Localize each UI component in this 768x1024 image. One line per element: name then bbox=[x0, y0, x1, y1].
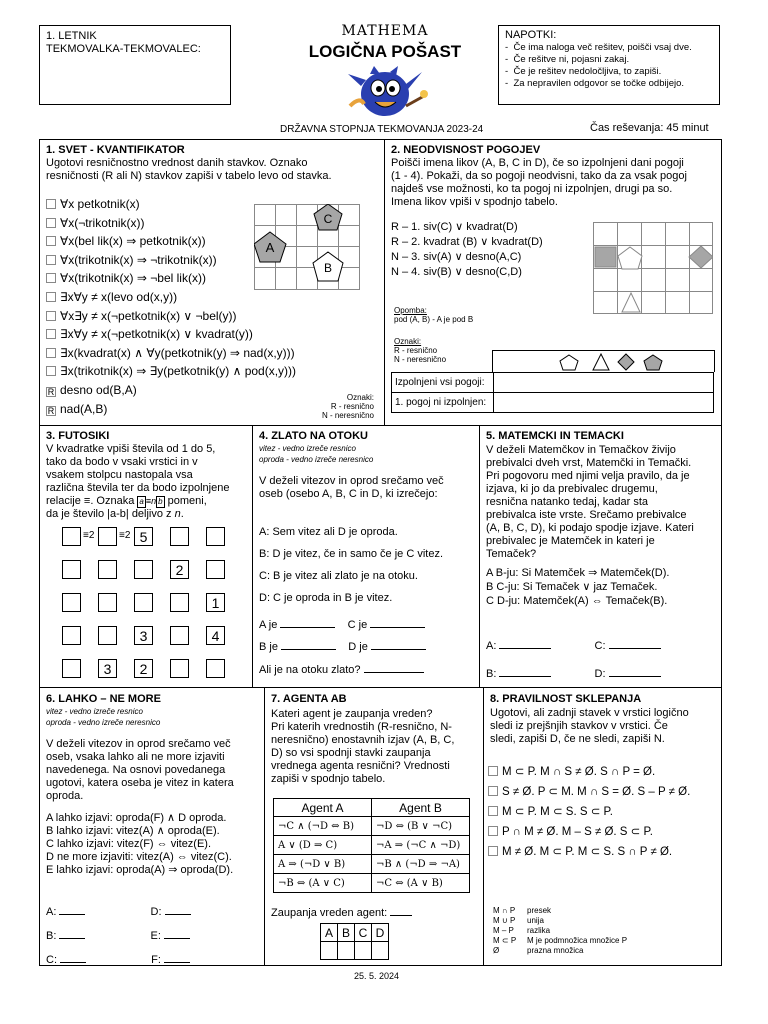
p6-intro: navedenega. Na osnovi povedanega bbox=[46, 764, 226, 776]
p8-intro: sledi, zapiši D, če ne sledi, zapiši N. bbox=[490, 733, 665, 745]
p2-answer-cell[interactable] bbox=[494, 373, 714, 393]
agent-a-statement: A ∨ (D ⇒ C) bbox=[274, 836, 372, 855]
p6-sub1: vitez - vedno izreče resnico bbox=[46, 707, 143, 716]
p8-row: M ⊂ P. M ∩ S ≠ Ø. S ∩ P = Ø. bbox=[488, 762, 690, 782]
p4-d-label: D je bbox=[348, 641, 368, 653]
answer-box[interactable]: R bbox=[47, 386, 55, 397]
p2-world bbox=[593, 222, 713, 314]
answer-box[interactable] bbox=[46, 255, 56, 265]
p6-statement: D ne more izjaviti: vitez(A) ⇔ vitez(C). bbox=[46, 851, 232, 863]
abcd-header: B bbox=[338, 924, 355, 942]
p8-title: 8. PRAVILNOST SKLEPANJA bbox=[490, 693, 642, 705]
futoshiki-cell[interactable] bbox=[62, 527, 81, 546]
divider bbox=[252, 425, 253, 687]
p5-statement: C D-ju: Matemček(A) ⇔ Temaček(B). bbox=[486, 595, 668, 607]
answer-box[interactable]: R bbox=[47, 405, 55, 416]
abcd-header: A bbox=[321, 924, 338, 942]
white-pentagon-icon bbox=[560, 355, 578, 370]
p2-oznaki-r: R - resnično bbox=[394, 346, 438, 355]
instructions-box bbox=[498, 25, 720, 105]
p4-statement: B: D je vitez, če in samo če je C vitez. bbox=[259, 548, 444, 560]
p2-answer-cell[interactable] bbox=[494, 393, 714, 413]
white-triangle bbox=[622, 293, 640, 312]
p6-intro: oseb, vsaka lahko ali ne more izjaviti bbox=[46, 751, 225, 763]
p2-shape-header bbox=[492, 350, 715, 372]
p4-question: Ali je na otoku zlato? bbox=[259, 664, 361, 676]
p6-statement: B lahko izjavi: vitez(A) ∧ oproda(E). bbox=[46, 825, 220, 837]
futoshiki-cell[interactable] bbox=[62, 593, 81, 612]
svg-text:C: C bbox=[323, 212, 333, 226]
p1-intro: Ugotovi resničnostno vrednost danih stavkov. Oznako bbox=[46, 157, 308, 169]
answer-box[interactable] bbox=[488, 846, 498, 856]
p8-row: M ⊂ P. M ⊂ S. S ⊂ P. bbox=[488, 802, 690, 822]
p7-trust-label: Zaupanja vreden agent: bbox=[271, 907, 388, 919]
p8-legend: M ∩ P presek M ∪ P unija M – P razlika M ⊂ P M je podmnožica množice P Ø prazna množica bbox=[493, 906, 628, 955]
answer-box[interactable] bbox=[488, 806, 498, 816]
p8-intro: Ugotovi, ali zadnji stavek v vrstici logično bbox=[490, 707, 689, 719]
p2-intro: Poišči imena likov (A, B, C in D), če so izpolnjeni dani pogoji bbox=[391, 157, 684, 169]
footer-date: 25. 5. 2024 bbox=[354, 971, 400, 981]
futoshiki-cell[interactable] bbox=[170, 593, 189, 612]
p5-intro: prebivalci dveh vrst, Matemčki in Temački. bbox=[486, 457, 692, 469]
p6-intro: V deželi vitezov in oprod srečamo več bbox=[46, 738, 231, 750]
p7-intro: neresnično) enostavnih izjav (A, B, C, bbox=[271, 734, 455, 746]
answer-box[interactable] bbox=[46, 236, 56, 246]
divider bbox=[384, 139, 385, 425]
p4-b-label: B je bbox=[259, 641, 278, 653]
p5-a-label: A: bbox=[486, 640, 497, 652]
p5-d-answer[interactable] bbox=[609, 676, 661, 677]
p1-oznaki-n: N - neresnično bbox=[321, 411, 374, 420]
p1-statement: ∃x(trikotnik(x) ⇒ ∃y(petkotnik(y) ∧ pod(x,y))) bbox=[46, 362, 296, 381]
p4-gold-answer[interactable] bbox=[364, 672, 424, 673]
p5-c-label: C: bbox=[594, 640, 606, 652]
p6-b-label: B: bbox=[46, 930, 57, 942]
p6-statement: E lahko izjavi: oproda(A) ⇒ oproda(D). bbox=[46, 864, 234, 876]
p2-opomba: pod (A, B) - A je pod B bbox=[394, 315, 474, 324]
monster-mascot-icon bbox=[340, 66, 430, 124]
p4-c-answer[interactable] bbox=[370, 627, 425, 628]
p1-statement: ∀x(trikotnik(x) ⇒ ¬trikotnik(x)) bbox=[46, 251, 296, 270]
p4-d-answer[interactable] bbox=[371, 649, 426, 650]
futoshiki-cell[interactable] bbox=[170, 527, 189, 546]
time-label: Čas reševanja: 45 minut bbox=[590, 122, 709, 134]
answer-box[interactable] bbox=[46, 311, 56, 321]
futoshiki-cell[interactable] bbox=[134, 593, 153, 612]
p1-statement: ∀x∃y ≠ x(¬petkotnik(x) ∨ ¬bel(y)) bbox=[46, 307, 296, 326]
p5-intro: (A, B, C, D), ki podajo spodje izjave. Kateri bbox=[486, 522, 694, 534]
p4-statement: D: C je oproda in B je vitez. bbox=[259, 592, 393, 604]
answer-box[interactable] bbox=[488, 826, 498, 836]
p7-intro: Pri katerih vrednostih (R-resnično, N- bbox=[271, 721, 452, 733]
answer-box[interactable] bbox=[46, 329, 56, 339]
futoshiki-cell[interactable]: 1 bbox=[206, 593, 225, 612]
p4-b-answer[interactable] bbox=[281, 649, 336, 650]
p2-opomba-title: Opomba: bbox=[394, 306, 427, 315]
p2-row-cond1: 1. pogoj ni izpolnjen: bbox=[392, 393, 494, 413]
contestant-label: TEKMOVALKA-TEKMOVALEC: bbox=[46, 43, 201, 55]
gray-pentagon-icon bbox=[644, 355, 662, 370]
p6-sub2: oproda - vedno izreče neresnico bbox=[46, 718, 161, 727]
agent-b-header: Agent B bbox=[372, 799, 470, 817]
futoshiki-cell[interactable]: 3 bbox=[98, 659, 117, 678]
divider bbox=[39, 425, 722, 426]
p6-d-answer[interactable] bbox=[165, 914, 191, 915]
p3-intro: različna števila ter da bodo izpolnjene bbox=[46, 482, 230, 494]
agent-b-statement: ¬A ⇒ (¬C ∧ ¬D) bbox=[372, 836, 470, 855]
abcd-header: C bbox=[355, 924, 372, 942]
p6-title: 6. LAHKO – NE MORE bbox=[46, 693, 161, 705]
p6-intro: oproda. bbox=[46, 790, 84, 802]
futoshiki-cell[interactable] bbox=[62, 560, 81, 579]
instruction-item: - Če je rešitev nedoločljiva, to zapiši. bbox=[505, 66, 662, 77]
white-pentagon bbox=[618, 247, 642, 269]
p4-intro: oseb (osebo A, B, C in D, ki izrečejo: bbox=[259, 488, 438, 500]
p8-intro: sledi iz prejšnjih stavkov v vrstici. Če bbox=[490, 720, 668, 732]
page-title: LOGIČNA POŠAST bbox=[308, 42, 462, 61]
p6-f-label: F: bbox=[151, 954, 161, 966]
futoshiki-cell[interactable] bbox=[134, 560, 153, 579]
answer-box[interactable] bbox=[46, 273, 56, 283]
svg-text:A: A bbox=[265, 240, 275, 255]
p1-oznaki-title: Oznaki: bbox=[346, 393, 374, 402]
p5-intro: Pri pogovoru med njimi velja pravilo, da je bbox=[486, 470, 690, 482]
answer-box[interactable] bbox=[46, 366, 56, 376]
agent-b-statement: ¬D ⇔ (B ∨ ¬C) bbox=[372, 817, 470, 836]
p5-title: 5. MATEMCKI IN TEMACKI bbox=[486, 430, 624, 442]
p5-statement: B C-ju: Si Temaček ∨ jaz Temaček. bbox=[486, 581, 658, 593]
p4-statement: C: B je vitez ali zlato je na otoku. bbox=[259, 570, 418, 582]
gray-diamond bbox=[689, 246, 713, 268]
p5-intro: V deželi Matemčkov in Temačkov živijo bbox=[486, 444, 676, 456]
agent-a-header: Agent A bbox=[274, 799, 372, 817]
p6-e-answer[interactable] bbox=[164, 938, 190, 939]
p8-row: S ≠ Ø. P ⊂ M. M ∩ S = Ø. S – P ≠ Ø. bbox=[488, 782, 690, 802]
divider bbox=[264, 687, 265, 966]
p4-c-label: C je bbox=[347, 619, 368, 631]
futoshiki-cell[interactable] bbox=[98, 593, 117, 612]
contestant-box bbox=[39, 25, 231, 105]
futoshiki-cell[interactable] bbox=[98, 626, 117, 645]
divider bbox=[479, 425, 480, 687]
year-label: 1. LETNIK bbox=[46, 30, 97, 42]
p6-c-label: C: bbox=[46, 954, 57, 966]
p2-oznaki-title: Oznaki: bbox=[394, 337, 422, 346]
p1-statement: R desno od(B,A) bbox=[47, 382, 137, 397]
p6-e-label: E: bbox=[150, 930, 161, 942]
p6-f-answer[interactable] bbox=[164, 962, 190, 963]
p8-row: P ∩ M ≠ Ø. M – S ≠ Ø. S ⊂ P. bbox=[488, 822, 690, 842]
futoshiki-cell[interactable] bbox=[98, 560, 117, 579]
p4-intro: V deželi vitezov in oprod srečamo več bbox=[259, 475, 444, 487]
p6-c-answer[interactable] bbox=[60, 962, 86, 963]
answer-box[interactable] bbox=[46, 218, 56, 228]
p2-answer-table bbox=[391, 372, 714, 413]
p2-row-all: Izpolnjeni vsi pogoji: bbox=[392, 373, 494, 393]
stage-label: DRŽAVNA STOPNJA TEKMOVANJA 2023-24 bbox=[280, 124, 484, 135]
p3-title: 3. FUTOSIKI bbox=[46, 430, 110, 442]
abcd-answer-cell[interactable] bbox=[355, 942, 372, 960]
p2-condition: N – 4. siv(B) ∨ desno(C,D) bbox=[391, 266, 522, 278]
p1-statement: ∀x(bel lik(x) ⇒ petkotnik(x)) bbox=[46, 232, 296, 251]
p5-intro: Temaček? bbox=[486, 548, 537, 560]
p2-intro: Imena likov vpiši v spodnjo tabelo. bbox=[391, 196, 558, 208]
p5-intro: prebivalca iste vrste. Srečamo prebivalce bbox=[486, 509, 687, 521]
p4-sub2: oproda - vedno izreče neresnico bbox=[259, 455, 374, 464]
p4-statement: A: Sem vitez ali D je oproda. bbox=[259, 526, 398, 538]
agent-table bbox=[273, 798, 470, 893]
futoshiki-cell[interactable] bbox=[206, 659, 225, 678]
abcd-header: D bbox=[372, 924, 389, 942]
p3-intro: V kvadratke vpiši števila od 1 do 5, bbox=[46, 443, 216, 455]
futoshiki-cell[interactable]: 3 bbox=[134, 626, 153, 645]
p1-statement: ∀x petkotnik(x) bbox=[46, 195, 296, 214]
answer-box[interactable] bbox=[46, 348, 56, 358]
p4-sub1: vitez - vedno izreče resnico bbox=[259, 444, 356, 453]
relation-mark: ≡2 bbox=[83, 530, 95, 541]
p7-title: 7. AGENTA AB bbox=[271, 693, 347, 705]
p6-statement: A lahko izjavi: oproda(F) ∧ D oproda. bbox=[46, 812, 227, 824]
futoshiki-grid bbox=[62, 527, 242, 687]
p7-trust-answer[interactable] bbox=[390, 915, 412, 916]
instructions-title: NAPOTKI: bbox=[505, 29, 557, 41]
abcd-table bbox=[320, 923, 389, 960]
p6-d-label: D: bbox=[150, 906, 162, 918]
pentagon-a bbox=[254, 232, 286, 262]
futoshiki-cell[interactable] bbox=[62, 626, 81, 645]
p7-intro: zapiši v spodnjo tabelo. bbox=[271, 773, 386, 785]
p4-title: 4. ZLATO NA OTOKU bbox=[259, 430, 368, 442]
p5-b-label: B: bbox=[486, 668, 497, 680]
abcd-answer-cell[interactable] bbox=[338, 942, 355, 960]
futoshiki-cell[interactable] bbox=[98, 527, 117, 546]
p3-intro: da je število |a-b| deljivo z n. bbox=[46, 508, 184, 520]
gray-diamond-icon bbox=[618, 354, 634, 370]
p8-row: M ≠ Ø. M ⊂ P. M ⊂ S. S ∩ P ≠ Ø. bbox=[488, 842, 690, 862]
p5-intro: prebivalec je Matemček in kateri je bbox=[486, 535, 655, 547]
p5-statement: A B-ju: Si Matemček ⇒ Matemček(D). bbox=[486, 567, 670, 579]
futoshiki-cell[interactable]: 2 bbox=[170, 560, 189, 579]
p1-statement: ∃x∀y ≠ x(¬petkotnik(x) ∨ kvadrat(y)) bbox=[46, 325, 296, 344]
agent-b-statement: ¬C ⇔ (A ∨ B) bbox=[372, 874, 470, 893]
p1-statement: ∀x(trikotnik(x) ⇒ ¬bel lik(x)) bbox=[46, 269, 296, 288]
p6-a-answer[interactable] bbox=[59, 914, 85, 915]
futoshiki-cell[interactable]: 5 bbox=[134, 527, 153, 546]
p2-oznaki-n: N - neresnično bbox=[394, 355, 447, 364]
relation-mark: ≡2 bbox=[119, 530, 131, 541]
p5-intro: resnična natanko tedaj, kadar sta bbox=[486, 496, 649, 508]
answer-box[interactable] bbox=[46, 292, 56, 302]
agent-a-statement: ¬B ⇔ (A ∨ C) bbox=[274, 874, 372, 893]
futoshiki-cell[interactable] bbox=[206, 560, 225, 579]
gray-square bbox=[595, 247, 616, 267]
p2-condition: R – 1. siv(C) ∨ kvadrat(D) bbox=[391, 221, 518, 233]
futoshiki-cell[interactable] bbox=[170, 659, 189, 678]
p1-statement: ∀x(¬trikotnik(x)) bbox=[46, 214, 296, 233]
p5-d-label: D: bbox=[594, 668, 606, 680]
instruction-item: - Če ima naloga več rešitev, poišči vsaj dve. bbox=[505, 42, 692, 53]
p1-statement: R nad(A,B) bbox=[47, 401, 108, 416]
abcd-answer-cell[interactable] bbox=[372, 942, 389, 960]
p7-intro: Kateri agent je zaupanja vreden? bbox=[271, 708, 433, 720]
answer-box[interactable] bbox=[488, 786, 498, 796]
p6-intro: ugotovi, katera oseba je vitez in katera bbox=[46, 777, 234, 789]
p2-condition: R – 2. kvadrat (B) ∨ kvadrat(D) bbox=[391, 236, 543, 248]
p1-world bbox=[254, 204, 360, 290]
p5-c-answer[interactable] bbox=[609, 648, 661, 649]
p1-statement: ∃x(kvadrat(x) ∧ ∀y(petkotnik(y) ⇒ nad(x,y))) bbox=[46, 344, 296, 363]
p1-oznaki-r: R - resnično bbox=[330, 402, 374, 411]
p4-a-label: A je bbox=[259, 619, 278, 631]
p6-a-label: A: bbox=[46, 906, 57, 918]
agent-b-statement: ¬B ∧ (¬D ⇒ ¬A) bbox=[372, 855, 470, 874]
p6-b-answer[interactable] bbox=[59, 938, 85, 939]
pentagon-c bbox=[314, 204, 342, 230]
white-triangle-icon bbox=[593, 354, 609, 370]
futoshiki-cell[interactable] bbox=[206, 527, 225, 546]
p1-title: 1. SVET - KVANTIFIKATOR bbox=[46, 144, 185, 156]
answer-box[interactable] bbox=[46, 199, 56, 209]
p1-statement: ∃x∀y ≠ x(levo od(x,y)) bbox=[46, 288, 296, 307]
p7-intro: D) so vsi spodnji stavki zaupanja bbox=[271, 747, 431, 759]
divider bbox=[483, 687, 484, 966]
futoshiki-cell[interactable]: 2 bbox=[134, 659, 153, 678]
instruction-item: - Za nepravilen odgovor se točke odbijejo. bbox=[505, 78, 685, 89]
agent-a-statement: A ⇒ (¬D ∨ B) bbox=[274, 855, 372, 874]
p5-b-answer[interactable] bbox=[499, 676, 551, 677]
brand: MATHEMA bbox=[341, 23, 429, 39]
p6-statement: C lahko izjavi: vitez(F) ⇔ vitez(E). bbox=[46, 838, 212, 850]
futoshiki-cell[interactable] bbox=[62, 659, 81, 678]
p3-intro: tako da bodo v vsaki vrstici in v bbox=[46, 456, 198, 468]
p3-intro-legend: relacije ≡. Oznaka a ≡n b pomeni, bbox=[46, 495, 207, 507]
futoshiki-cell[interactable] bbox=[170, 626, 189, 645]
p3-intro: vsakem stolpcu nastopala vsa bbox=[46, 469, 193, 481]
p2-condition: N – 3. siv(A) ∨ desno(A,C) bbox=[391, 251, 522, 263]
svg-text:B: B bbox=[323, 261, 333, 275]
p2-intro: (1 - 4). Pokaži, da so pogoji neodvisni, tako da za vsak pogoj bbox=[391, 170, 687, 182]
p7-intro: vrednega agenta resnični? Vrednosti bbox=[271, 760, 450, 772]
agent-a-statement: ¬C ∧ (¬D ⇔ B) bbox=[274, 817, 372, 836]
futoshiki-cell[interactable]: 4 bbox=[206, 626, 225, 645]
p1-intro: resničnosti (R ali N) stavkov zapiši v tabelo levo od stavka. bbox=[46, 170, 332, 182]
p2-title: 2. NEODVISNOST POGOJEV bbox=[391, 144, 541, 156]
p5-intro: izjava, ki jo da prebivalec drugemu, bbox=[486, 483, 658, 495]
abcd-answer-cell[interactable] bbox=[321, 942, 338, 960]
p2-intro: najdeš vse možnosti, ko ta pogoj ni izpolnjen, drugi pa so. bbox=[391, 183, 673, 195]
p4-a-answer[interactable] bbox=[280, 627, 335, 628]
answer-box[interactable] bbox=[488, 766, 498, 776]
p5-a-answer[interactable] bbox=[499, 648, 551, 649]
instruction-item: - Če rešitve ni, pojasni zakaj. bbox=[505, 54, 630, 65]
